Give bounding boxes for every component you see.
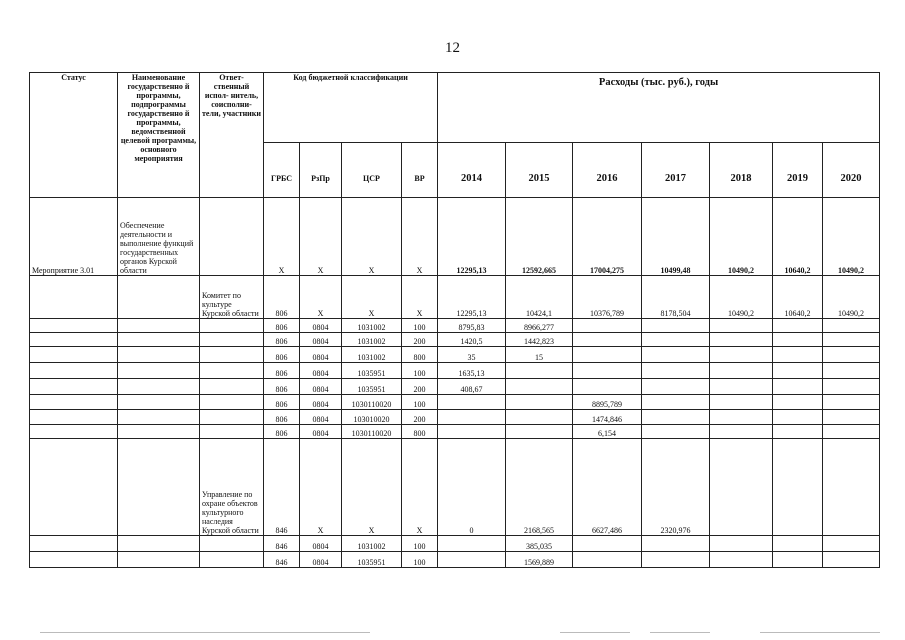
value-cell: [573, 333, 642, 347]
value-cell: 1442,823: [506, 333, 573, 347]
value-cell: [773, 410, 823, 425]
header-code-vr: ВР: [402, 143, 438, 198]
program-name-cell: [118, 439, 200, 536]
header-year: 2019: [773, 143, 823, 198]
scan-artifact: [560, 632, 630, 633]
code-cell: 1031002: [342, 319, 402, 333]
value-cell: [710, 410, 773, 425]
empty-cell: [200, 536, 264, 552]
executor-cell: Комитет по культуре Курской области: [200, 276, 264, 319]
code-cell: 0804: [300, 363, 342, 379]
value-cell: [573, 379, 642, 395]
value-cell: [710, 536, 773, 552]
value-cell: 2168,565: [506, 439, 573, 536]
empty-cell: [118, 379, 200, 395]
empty-cell: [118, 410, 200, 425]
value-cell: [710, 552, 773, 568]
code-cell: X: [300, 198, 342, 276]
value-cell: [642, 410, 710, 425]
budget-table: [29, 72, 880, 568]
header-program-name: Наименование государственно й программы, подпрограммы государственно й программы, ведомственной целевой программы, основного мероприятия: [118, 73, 200, 198]
empty-cell: [118, 319, 200, 333]
value-cell: [710, 379, 773, 395]
status-cell: Мероприятие 3.01: [30, 198, 118, 276]
code-cell: 200: [402, 379, 438, 395]
program-name-cell: [118, 276, 200, 319]
code-cell: 0804: [300, 319, 342, 333]
value-cell: [773, 379, 823, 395]
value-cell: [710, 439, 773, 536]
value-cell: [823, 536, 880, 552]
value-cell: 15: [506, 347, 573, 363]
value-cell: [438, 536, 506, 552]
code-cell: 806: [264, 425, 300, 439]
code-cell: 1035951: [342, 363, 402, 379]
header-responsible: Ответ- ственный испол- нитель, соисполни- тели, участники: [200, 73, 264, 198]
empty-cell: [200, 363, 264, 379]
value-cell: [710, 395, 773, 410]
empty-cell: [200, 333, 264, 347]
value-cell: [823, 333, 880, 347]
empty-cell: [30, 395, 118, 410]
table-row: [30, 552, 880, 568]
code-cell: 0804: [300, 379, 342, 395]
value-cell: [642, 319, 710, 333]
code-cell: 200: [402, 333, 438, 347]
table-row: [30, 395, 880, 410]
value-cell: [506, 425, 573, 439]
empty-cell: [200, 347, 264, 363]
responsible-cell: [200, 198, 264, 276]
executor-cell: Управление по охране объектов культурного наследия Курской области: [200, 439, 264, 536]
code-cell: X: [342, 276, 402, 319]
empty-cell: [200, 395, 264, 410]
value-cell: 8966,277: [506, 319, 573, 333]
value-cell: [642, 363, 710, 379]
empty-cell: [200, 552, 264, 568]
value-cell: 10376,789: [573, 276, 642, 319]
code-cell: X: [402, 198, 438, 276]
header-year: 2015: [506, 143, 573, 198]
empty-cell: [118, 536, 200, 552]
value-cell: [823, 379, 880, 395]
code-cell: 806: [264, 347, 300, 363]
value-cell: 1569,889: [506, 552, 573, 568]
table-row: [30, 536, 880, 552]
code-cell: X: [300, 276, 342, 319]
empty-cell: [118, 395, 200, 410]
scan-artifact: [760, 632, 880, 633]
value-cell: [823, 347, 880, 363]
value-cell: [573, 319, 642, 333]
code-cell: 846: [264, 536, 300, 552]
table-row: [30, 410, 880, 425]
code-cell: 1031002: [342, 347, 402, 363]
value-cell: 17004,275: [573, 198, 642, 276]
code-cell: 846: [264, 439, 300, 536]
value-cell: [642, 552, 710, 568]
program-name-cell: Обеспечение деятельности и выполнение функций государственных органов Курской области: [118, 198, 200, 276]
header-year: 2018: [710, 143, 773, 198]
value-cell: 8795,83: [438, 319, 506, 333]
header-year: 2014: [438, 143, 506, 198]
code-cell: 100: [402, 536, 438, 552]
value-cell: 10499,48: [642, 198, 710, 276]
code-cell: 100: [402, 395, 438, 410]
value-cell: 10640,2: [773, 198, 823, 276]
code-cell: 0804: [300, 425, 342, 439]
value-cell: [506, 395, 573, 410]
value-cell: 10490,2: [823, 198, 880, 276]
value-cell: [823, 425, 880, 439]
empty-cell: [30, 347, 118, 363]
value-cell: [710, 319, 773, 333]
code-cell: 806: [264, 379, 300, 395]
value-cell: [573, 363, 642, 379]
empty-cell: [30, 363, 118, 379]
code-cell: 103010020: [342, 410, 402, 425]
empty-cell: [200, 379, 264, 395]
value-cell: 12295,13: [438, 276, 506, 319]
value-cell: [573, 536, 642, 552]
code-cell: 0804: [300, 347, 342, 363]
value-cell: 6,154: [573, 425, 642, 439]
value-cell: [642, 379, 710, 395]
code-cell: X: [342, 198, 402, 276]
value-cell: 10640,2: [773, 276, 823, 319]
value-cell: [823, 395, 880, 410]
value-cell: [773, 552, 823, 568]
value-cell: [773, 536, 823, 552]
empty-cell: [30, 333, 118, 347]
empty-cell: [200, 410, 264, 425]
code-cell: 0804: [300, 536, 342, 552]
code-cell: 100: [402, 363, 438, 379]
value-cell: 10490,2: [823, 276, 880, 319]
code-cell: 100: [402, 319, 438, 333]
value-cell: [438, 410, 506, 425]
value-cell: 12592,665: [506, 198, 573, 276]
value-cell: 0: [438, 439, 506, 536]
table-row-group-total: [30, 276, 880, 319]
scan-artifact: [40, 632, 370, 633]
value-cell: [506, 410, 573, 425]
value-cell: [823, 439, 880, 536]
value-cell: [773, 439, 823, 536]
code-cell: 1030110020: [342, 395, 402, 410]
value-cell: [506, 363, 573, 379]
table-row: [30, 347, 880, 363]
header-expenses: Расходы (тыс. руб.), годы: [438, 73, 880, 143]
code-cell: 0804: [300, 395, 342, 410]
code-cell: 806: [264, 363, 300, 379]
empty-cell: [200, 425, 264, 439]
header-budget-code: Код бюджетной классификации: [264, 73, 438, 143]
value-cell: [773, 425, 823, 439]
header-year: 2020: [823, 143, 880, 198]
value-cell: [573, 347, 642, 363]
page-number: 12: [445, 40, 460, 56]
code-cell: 200: [402, 410, 438, 425]
code-cell: 806: [264, 276, 300, 319]
value-cell: [573, 552, 642, 568]
value-cell: [438, 552, 506, 568]
code-cell: 0804: [300, 552, 342, 568]
header-code-grbs: ГРБС: [264, 143, 300, 198]
value-cell: [642, 395, 710, 410]
code-cell: 806: [264, 319, 300, 333]
header-code-rzpr: РзПр: [300, 143, 342, 198]
code-cell: X: [300, 439, 342, 536]
table-row: [30, 425, 880, 439]
value-cell: 408,67: [438, 379, 506, 395]
empty-cell: [30, 536, 118, 552]
empty-cell: [118, 363, 200, 379]
code-cell: X: [264, 198, 300, 276]
value-cell: [438, 395, 506, 410]
value-cell: 10424,1: [506, 276, 573, 319]
value-cell: 1474,846: [573, 410, 642, 425]
value-cell: [710, 333, 773, 347]
value-cell: [642, 333, 710, 347]
value-cell: [823, 363, 880, 379]
header-year: 2017: [642, 143, 710, 198]
empty-cell: [30, 552, 118, 568]
empty-cell: [30, 410, 118, 425]
header-status: Статус: [30, 73, 118, 198]
value-cell: [823, 552, 880, 568]
value-cell: 8178,504: [642, 276, 710, 319]
code-cell: 1035951: [342, 552, 402, 568]
value-cell: 12295,13: [438, 198, 506, 276]
value-cell: [773, 395, 823, 410]
empty-cell: [118, 347, 200, 363]
value-cell: 10490,2: [710, 198, 773, 276]
code-cell: X: [402, 276, 438, 319]
status-cell: [30, 276, 118, 319]
status-cell: [30, 439, 118, 536]
code-cell: 806: [264, 395, 300, 410]
header-year: 2016: [573, 143, 642, 198]
header-code-csr: ЦСР: [342, 143, 402, 198]
code-cell: 0804: [300, 410, 342, 425]
code-cell: X: [402, 439, 438, 536]
value-cell: [710, 425, 773, 439]
empty-cell: [118, 552, 200, 568]
empty-cell: [118, 333, 200, 347]
code-cell: 0804: [300, 333, 342, 347]
code-cell: 806: [264, 333, 300, 347]
code-cell: 846: [264, 552, 300, 568]
value-cell: 1420,5: [438, 333, 506, 347]
code-cell: 1035951: [342, 379, 402, 395]
scan-artifact: [650, 632, 710, 633]
code-cell: 1030110020: [342, 425, 402, 439]
value-cell: 8895,789: [573, 395, 642, 410]
empty-cell: [30, 425, 118, 439]
value-cell: 2320,976: [642, 439, 710, 536]
empty-cell: [200, 319, 264, 333]
value-cell: 35: [438, 347, 506, 363]
table-row: [30, 319, 880, 333]
value-cell: [710, 347, 773, 363]
empty-cell: [30, 319, 118, 333]
value-cell: [773, 333, 823, 347]
code-cell: 1031002: [342, 333, 402, 347]
table-row-group-total: [30, 439, 880, 536]
value-cell: [823, 410, 880, 425]
value-cell: [642, 536, 710, 552]
value-cell: [773, 319, 823, 333]
value-cell: 6627,486: [573, 439, 642, 536]
table-row-main: [30, 198, 880, 276]
value-cell: [773, 363, 823, 379]
code-cell: 800: [402, 347, 438, 363]
code-cell: 806: [264, 410, 300, 425]
value-cell: [773, 347, 823, 363]
value-cell: 10490,2: [710, 276, 773, 319]
value-cell: [438, 425, 506, 439]
code-cell: 1031002: [342, 536, 402, 552]
code-cell: 800: [402, 425, 438, 439]
value-cell: [642, 347, 710, 363]
value-cell: [506, 379, 573, 395]
value-cell: [642, 425, 710, 439]
code-cell: 100: [402, 552, 438, 568]
value-cell: [823, 319, 880, 333]
table-row: [30, 333, 880, 347]
value-cell: [710, 363, 773, 379]
empty-cell: [30, 379, 118, 395]
value-cell: 385,035: [506, 536, 573, 552]
code-cell: X: [342, 439, 402, 536]
table-row: [30, 379, 880, 395]
table-row: [30, 363, 880, 379]
empty-cell: [118, 425, 200, 439]
value-cell: 1635,13: [438, 363, 506, 379]
